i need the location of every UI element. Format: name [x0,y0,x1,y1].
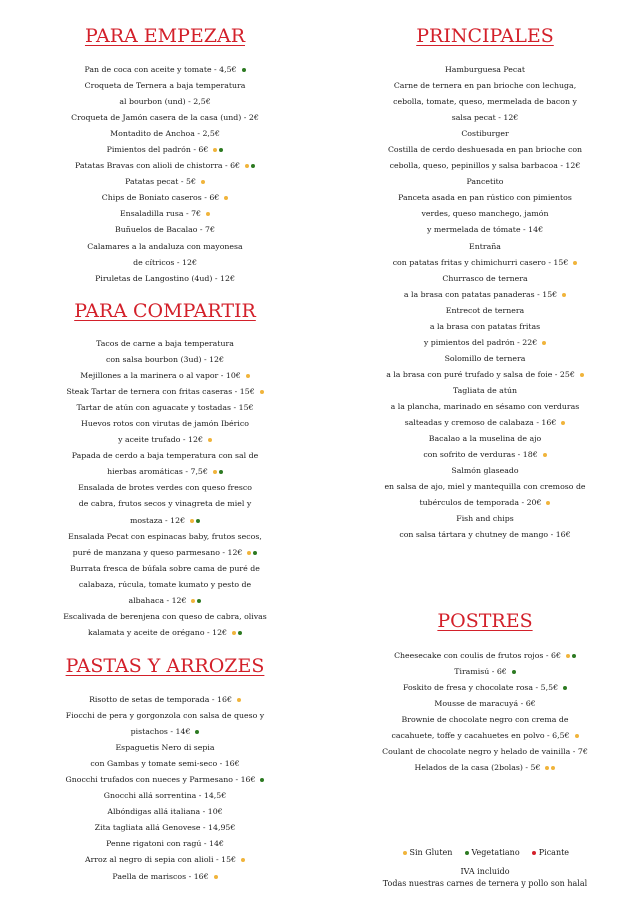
sin-gluten-dot-icon [575,734,579,738]
sin-gluten-dot-icon [201,180,205,184]
menu-line-text: Entraña [469,241,501,251]
menu-line-text: salteadas y cremoso de calabaza - 16€ [404,418,557,428]
menu-line-text: albahaca - 12€ [128,595,187,605]
menu-line [0,513,330,529]
section-title: PARA COMPARTIR [74,300,256,322]
menu-line [0,625,330,641]
menu-line-text: con Gambas y tomate semi-seco - 16€ [90,759,240,769]
menu-line-text: Pancetito [466,177,504,187]
menu-line [330,431,640,447]
menu-line [330,664,640,680]
sin-gluten-dot-icon [545,766,549,770]
vegetariano-dot-icon [238,631,242,635]
menu-line-text: Fish and chips [456,514,514,524]
vegetariano-dot-icon [563,686,567,690]
menu-line-text: Gnocchi allá sorrentina - 14,5€ [103,791,227,801]
vegetariano-dot-icon [465,851,469,855]
menu-line [0,142,330,158]
sin-gluten-dot-icon [206,212,210,216]
section-postres [330,609,640,776]
menu-line-text: Zita tagliata allá Genovese - 14,95€ [94,823,236,833]
menu-line [330,728,640,744]
vegetariano-dot-icon [197,599,201,603]
menu-line-text: Ensaladilla rusa - 7€ [119,209,201,219]
sin-gluten-dot-icon [213,148,217,152]
menu-line [330,415,640,431]
menu-line [330,696,640,712]
section-title: POSTRES [437,610,533,632]
menu-line-text: Churrasco de ternera [442,273,528,283]
menu-line [0,820,330,836]
menu-line-text: Tacos de carne a baja temperatura [96,339,234,348]
menu-line-text: Ensalada de brotes verdes con queso fresco [78,483,252,493]
menu-line [330,78,640,94]
sin-gluten-dot-icon [224,196,228,200]
item-list [330,62,640,543]
menu-line [0,255,330,271]
menu-line [330,351,640,367]
legend-sin-gluten [401,848,452,857]
menu-line-text: Montadito de Anchoa - 2,5€ [110,129,220,139]
menu-line [330,527,640,543]
menu-line-text: Arroz al negro di sepia con alioli - 15€ [84,855,237,865]
menu-line-text: y pimientos del padrón - 22€ [423,337,538,347]
menu-line-text: Costiburger [461,129,509,139]
menu-line [330,511,640,527]
menu-line [330,648,640,664]
menu-line-text: Entrecot de ternera [445,305,525,315]
sin-gluten-dot-icon [580,373,584,377]
sin-gluten-dot-icon [214,875,218,879]
menu-line [0,836,330,852]
menu-line [0,368,330,384]
sin-gluten-dot-icon [241,858,245,862]
item-list [0,692,330,885]
legend-vegetariano [463,848,520,857]
menu-line [330,142,640,158]
menu-line [0,126,330,142]
menu-line-text: a la plancha, marinado en sésamo con verduras [390,401,580,411]
menu-line [330,712,640,728]
sin-gluten-dot-icon [546,501,550,505]
menu-line [0,804,330,820]
menu-line [0,110,330,126]
menu-line-text: Patatas pecat - 5€ [125,177,196,187]
menu-line-text: Chips de Boniato caseros - 6€ [101,193,220,203]
sin-gluten-dot-icon [208,438,212,442]
menu-line [0,869,330,885]
menu-line-text: calabaza, rúcula, tomate kumato y pesto de [78,579,252,589]
menu-line [0,432,330,448]
menu-line [0,271,330,287]
menu-line [0,336,330,352]
menu-line [330,744,640,760]
menu-line [330,495,640,511]
menu-line-text: Croqueta de Jamón casera de la casa (und) - 2€ [71,113,259,123]
menu-line [0,496,330,512]
menu-line-text: Tiramisú - 6€ [454,667,507,677]
menu-line [330,367,640,383]
menu-line [330,62,640,78]
menu-line-text: Penne rigatoni con ragú - 14€ [106,839,224,849]
menu-line [0,222,330,238]
menu-line [0,756,330,772]
menu-line [330,447,640,463]
menu-line [0,464,330,480]
menu-line-text: de cabra, frutos secos y vinagreta de miel y [78,499,252,509]
menu-line [330,383,640,399]
vegetariano-dot-icon [260,778,264,782]
sin-gluten-dot-icon [573,261,577,265]
menu-line-text: pistachos - 14€ [130,727,191,737]
legend-label: Picante [538,848,570,857]
sin-gluten-dot-icon [237,698,241,702]
menu-line [0,174,330,190]
section-principales [330,24,640,543]
menu-line [330,335,640,351]
menu-line [330,110,640,126]
sin-gluten-dot-icon [246,374,250,378]
menu-line [330,158,640,174]
menu-line [330,94,640,110]
sin-gluten-dot-icon [190,519,194,523]
menu-line [0,400,330,416]
menu-line [330,319,640,335]
section-title: PARA EMPEZAR [84,25,246,47]
menu-line [330,239,640,255]
menu-line-text: mostaza - 12€ [129,515,186,525]
menu-line-text: Albóndigas allá italiana - 10€ [107,807,223,817]
menu-line-text: Piruletas de Langostino (4ud) - 12€ [95,273,235,283]
section-para-empezar [0,24,330,287]
menu-line-text: Hamburguesa Pecat [445,65,525,74]
sin-gluten-dot-icon [213,470,217,474]
vegetariano-dot-icon [219,148,223,152]
menu-line [0,448,330,464]
sin-gluten-dot-icon [245,164,249,168]
menu-line-text: Risotto de setas de temporada - 16€ [89,695,232,704]
menu-line [0,593,330,609]
section-title: PASTAS Y ARROZES [65,655,265,677]
menu-line-text: Salmón glaseado [451,466,519,476]
menu-line-text: cebolla, tomate, queso, mermelada de bacon y [393,97,577,107]
menu-line [0,206,330,222]
menu-line-text: a la brasa con patatas fritas [429,321,541,331]
menu-line-text: Pimientos del padrón - 6€ [106,145,209,155]
menu-line [0,62,330,78]
dietary-legend [330,848,640,857]
menu-line [330,206,640,222]
menu-line-text: Tagliata de atún [452,385,518,395]
menu-line [330,174,640,190]
sin-gluten-dot-icon [403,851,407,855]
menu-line-text: hierbas aromáticas - 7,5€ [107,467,208,477]
menu-line [0,384,330,400]
menu-line [0,740,330,756]
menu-line-text: con patatas fritas y chimichurri casero - 15€ [392,257,569,267]
menu-line-text: Espaguetis Nero di sepia [115,743,215,753]
menu-line [0,352,330,368]
menu-line-text: al bourbon (und) - 2,5€ [119,97,211,107]
menu-line-text: Calamares a la andaluza con mayonesa [87,241,243,251]
sin-gluten-dot-icon [232,631,236,635]
menu-line [330,255,640,271]
sin-gluten-dot-icon [247,551,251,555]
item-list [330,648,640,776]
menu-line [0,78,330,94]
menu-line-text: a la brasa con patatas panaderas - 15€ [403,289,558,299]
vegetariano-dot-icon [195,730,199,734]
menu-line [0,529,330,545]
menu-line [330,287,640,303]
legend-label: Sin Gluten [409,848,453,857]
menu-line-text: Solomillo de ternera [444,353,526,363]
menu-line-text: en salsa de ajo, miel y mantequilla con cremoso de [384,482,586,492]
menu-line-text: Foskito de fresa y chocolate rosa - 5,5€ [402,683,559,693]
item-list [0,336,330,641]
menu-line [330,190,640,206]
menu-line [0,852,330,868]
menu-line-text: salsa pecat - 12€ [451,113,519,123]
menu-line-text: Cheesecake con coulis de frutos rojos - 6€ [394,651,561,660]
menu-line-text: con salsa tártara y chutney de mango - 16€ [399,530,571,540]
menu-line-text: Mousse de maracuyá - 6€ [434,699,536,709]
menu-line-text: Escalivada de berenjena con queso de cabra, olivas [63,611,267,621]
menu-line-text: cacahuete, toffe y cacahuetes en polvo - 6,5€ [391,731,570,741]
section-pastas-arrozes [0,654,330,885]
menu-line-text: con salsa bourbon (3ud) - 12€ [106,355,224,365]
menu-line-text: Paella de mariscos - 16€ [112,871,209,881]
menu-line [0,788,330,804]
sin-gluten-dot-icon [562,293,566,297]
menu-line [0,561,330,577]
menu-line [0,692,330,708]
menu-line-text: Brownie de chocolate negro con crema de [401,715,569,725]
vegetariano-dot-icon [219,470,223,474]
menu-line [0,724,330,740]
vegetariano-dot-icon [242,68,246,72]
menu-line [0,416,330,432]
menu-line-text: Panceta asada en pan rústico con pimientos [398,193,572,203]
menu-line-text: Carne de ternera en pan brioche con lechuga, [393,81,577,91]
menu-line-text: y aceite trufado - 12€ [118,435,203,445]
menu-line [0,158,330,174]
sin-gluten-dot-icon [543,453,547,457]
menu-line-text: cebolla, queso, pepinillos y salsa barbacoa - 12€ [389,161,581,171]
menu-line [330,222,640,238]
menu-line-text: Burrata fresca de búfala sobre cama de puré de [70,563,260,573]
menu-line [0,545,330,561]
menu-line-text: Patatas Bravas con alioli de chistorra - 6€ [75,161,240,171]
halal-note: Todas nuestras carnes de ternera y pollo son halal [382,879,588,888]
menu-line [330,126,640,142]
menu-line [0,239,330,255]
menu-line-text: Costilla de cerdo deshuesada en pan brioche con [387,145,583,155]
menu-line-text: Pan de coca con aceite y tomate - 4,5€ [84,65,237,74]
footer-notes [330,866,640,890]
vegetariano-dot-icon [253,551,257,555]
menu-line-text: Buñuelos de Bacalao - 7€ [115,225,215,235]
menu-line-text: a la brasa con puré trufado y salsa de foie - 25€ [386,369,575,379]
sin-gluten-dot-icon [566,654,570,658]
menu-line-text: puré de manzana y queso parmesano - 12€ [72,547,243,557]
menu-line-text: y mermelada de tómate - 14€ [426,225,544,235]
vegetariano-dot-icon [512,670,516,674]
menu-line-text: Steak Tartar de ternera con fritas caseras - 15€ [66,387,255,397]
vegetariano-dot-icon [196,519,200,523]
menu-line [0,772,330,788]
sin-gluten-dot-icon [191,599,195,603]
sin-gluten-dot-icon [551,766,555,770]
menu-line [330,760,640,776]
menu-line-text: Coulant de chocolate negro y helado de vainilla - 7€ [382,747,588,757]
menu-line [330,303,640,319]
menu-line [330,463,640,479]
menu-line-text: Helados de la casa (2bolas) - 5€ [414,763,541,773]
menu-line-text: con sofrito de verduras - 18€ [423,450,538,460]
menu-line-text: Fiocchi de pera y gorgonzola con salsa de queso y [65,711,265,721]
menu-line [330,271,640,287]
legend-label: Vegetatiano [471,848,520,857]
menu-line [330,680,640,696]
menu-line-text: Gnocchi trufados con nueces y Parmesano - 16€ [65,775,256,785]
menu-line [0,609,330,625]
menu-line [330,479,640,495]
sin-gluten-dot-icon [561,421,565,425]
iva-note: IVA incluido [460,867,510,876]
menu-line-text: Ensalada Pecat con espinacas baby, frutos secos, [68,531,262,541]
menu-line-text: Mejillones a la marinera o al vapor - 10€ [80,371,241,381]
menu-line-text: Papada de cerdo a baja temperatura con sal de [71,451,259,461]
menu-line [330,399,640,415]
menu-line [0,190,330,206]
menu-line [0,480,330,496]
menu-line-text: Huevos rotos con virutas de jamón Ibérico [81,419,249,429]
vegetariano-dot-icon [572,654,576,658]
menu-line [0,94,330,110]
sin-gluten-dot-icon [260,390,264,394]
picante-dot-icon [532,851,536,855]
menu-line-text: kalamata y aceite de orégano - 12€ [88,627,227,637]
menu-line-text: de cítricos - 12€ [133,257,197,267]
menu-line [0,577,330,593]
menu-line-text: verdes, queso manchego, jamón [421,209,549,219]
legend-picante [530,848,569,857]
menu-line [0,708,330,724]
menu-line-text: tubérculos de temporada - 20€ [419,498,542,508]
menu-line-text: Tartar de atún con aguacate y tostadas - 15€ [76,403,254,413]
menu-line-text: Croqueta de Ternera a baja temperatura [84,81,246,91]
item-list [0,62,330,287]
menu-line-text: Bacalao a la muselina de ajo [428,434,542,444]
section-title: PRINCIPALES [416,25,554,47]
section-para-compartir [0,299,330,641]
sin-gluten-dot-icon [542,341,546,345]
vegetariano-dot-icon [251,164,255,168]
